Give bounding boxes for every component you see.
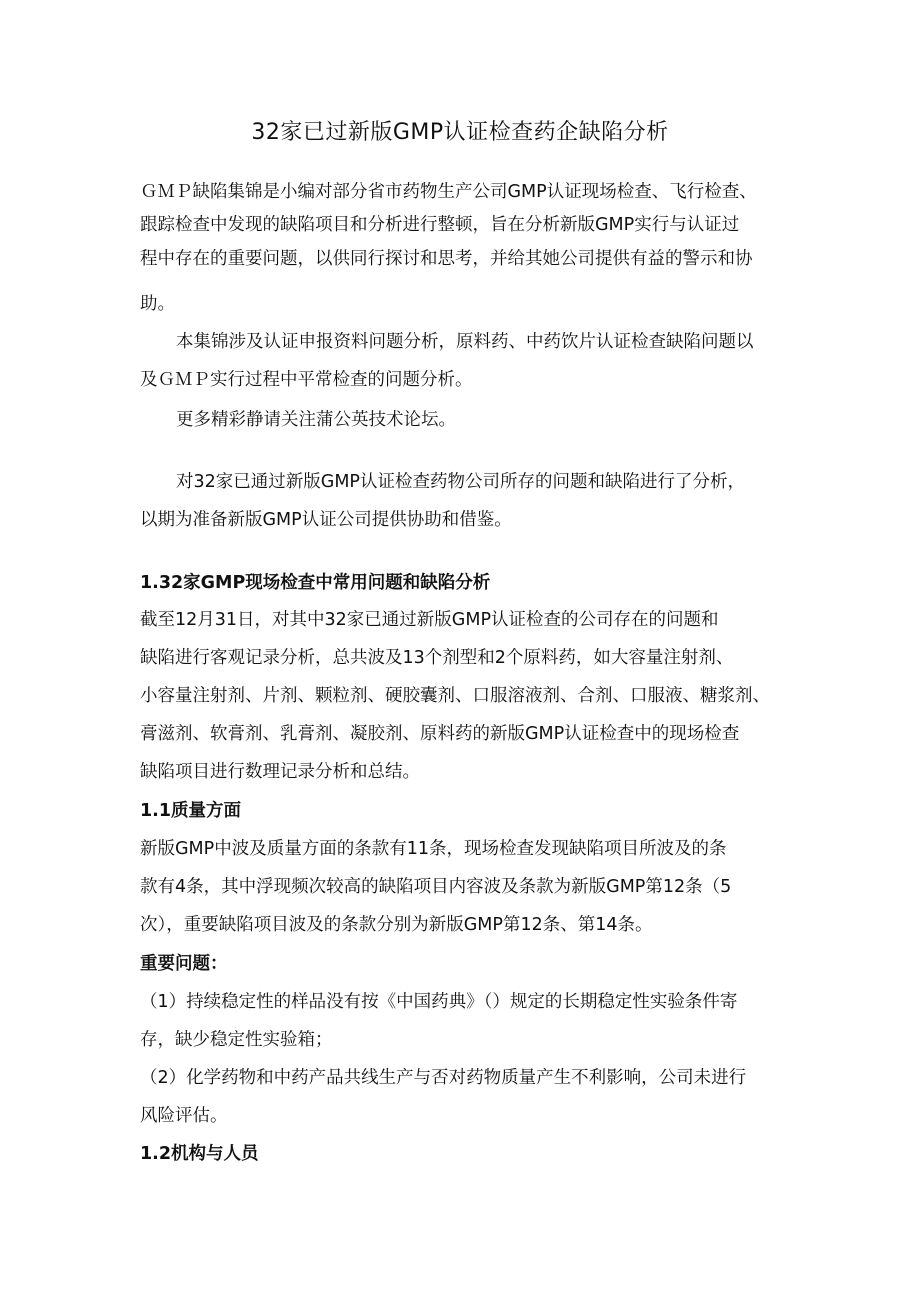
section-1-1-heading: 1.1质量方面 xyxy=(140,801,242,821)
issue-2-line-1: （2）化学药物和中药产品共线生产与否对药物质量产生不利影响，公司未进行 xyxy=(140,1068,747,1088)
follow-note: 更多精彩静请关注蒲公英技术论坛。 xyxy=(176,410,456,430)
issue-1-line-2: 存，缺少稳定性实验箱； xyxy=(140,1030,333,1050)
scope-line-1: 本集锦涉及认证申报资料问题分析，原料药、中药饮片认证检查缺陷问题以 xyxy=(176,332,754,352)
section-1-1-line-1: 新版GMP中波及质量方面的条款有11条，现场检查发现缺陷项目所波及的条 xyxy=(140,839,727,859)
section-1-line-3: 小容量注射剂、片剂、颗粒剂、硬胶囊剂、口服溶液剂、合剂、口服液、糖浆剂、 xyxy=(140,686,770,706)
section-1-line-4: 膏滋剂、软膏剂、乳膏剂、凝胶剂、原料药的新版GMP认证检查中的现场检查 xyxy=(140,724,740,744)
summary-line-1: 对32家已通过新版GMP认证检查药物公司所存的问题和缺陷进行了分析， xyxy=(176,472,745,492)
issues-heading: 重要问题： xyxy=(140,954,228,974)
issue-1-line-1: （1）持续稳定性的样品没有按《中国药典》（）规定的长期稳定性实验条件寄 xyxy=(140,992,738,1012)
section-1-1-line-3: 次），重要缺陷项目波及的条款分别为新版GMP第12条、第14条。 xyxy=(140,915,653,935)
section-1-1-line-2: 款有4条，其中浮现频次较高的缺陷项目内容波及条款为新版GMP第12条（5 xyxy=(140,877,732,897)
section-1-line-1: 截至12月31日，对其中32家已通过新版GMP认证检查的公司存在的问题和 xyxy=(140,610,719,630)
intro-line-4: 助。 xyxy=(140,294,175,314)
summary-line-2: 以期为准备新版GMP认证公司提供协助和借鉴。 xyxy=(140,510,512,530)
issue-2-line-2: 风险评估。 xyxy=(140,1106,228,1126)
intro-line-1: ＧＭＰ缺陷集锦是小编对部分省市药物生产公司GMP认证现场检查、飞行检查、 xyxy=(140,182,757,202)
section-1-line-2: 缺陷进行客观记录分析，总共波及13个剂型和2个原料药，如大容量注射剂、 xyxy=(140,648,734,668)
document-title: 32家已过新版GMP认证检查药企缺陷分析 xyxy=(251,120,669,145)
section-1-line-5: 缺陷项目进行数理记录分析和总结。 xyxy=(140,762,420,782)
intro-line-3: 程中存在的重要问题，以供同行探讨和思考，并给其她公司提供有益的警示和协 xyxy=(140,249,753,269)
section-1-2-heading: 1.2机构与人员 xyxy=(140,1144,259,1164)
intro-line-2: 跟踪检查中发现的缺陷项目和分析进行整顿，旨在分析新版GMP实行与认证过 xyxy=(140,215,740,235)
scope-line-2: 及ＧＭＰ实行过程中平常检查的问题分析。 xyxy=(140,370,473,390)
section-1-heading: 1.32家GMP现场检查中常用问题和缺陷分析 xyxy=(140,573,491,593)
